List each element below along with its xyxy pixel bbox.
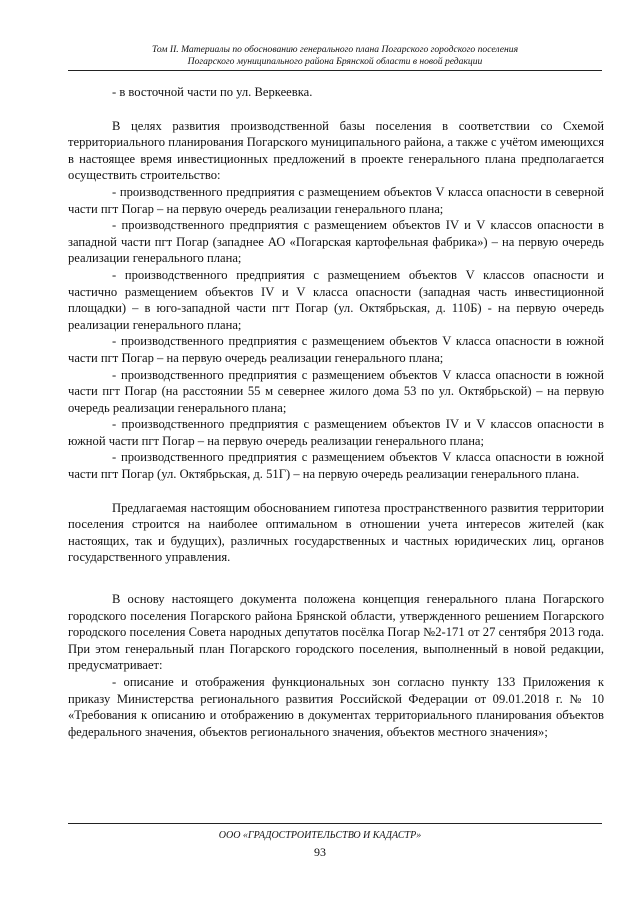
page-number: 93 (314, 845, 326, 859)
header-line-2: Погарского муниципального района Брянской области в новой редакции (187, 56, 483, 67)
body-text (68, 84, 604, 740)
footer-rule (68, 823, 602, 824)
list-item: - производственного предприятия с размещением объектов V класса опасности в южной части пгт Погар (на расстоянии 55 м севернее жилого дома 53 по ул. Октябрьской) – на первую очередь реализации генерального плана; (68, 367, 604, 415)
list-item: - производственного предприятия с размещением объектов IV и V классов опасности в западной части пгт Погар (западнее АО «Погарская картофельная фабрика») – на первую очередь реализации генерального плана; (68, 218, 604, 266)
list-item: - производственного предприятия с размещением объектов V класса опасности в южной части пгт Погар – на первую очередь реализации генерального плана; (68, 334, 604, 365)
paragraph: Предлагаемая настоящим обоснованием гипотеза пространственного развития территории поселения строится на наиболее оптимальном в отношении учета интересов жителей (как настоящих, так и будущих), различных государственных и частных юридических лиц, органов государственного управления. (68, 500, 604, 565)
header-line-1: Том II. Материалы по обоснованию генерального плана Погарского городского поселения (151, 44, 519, 55)
list-item: - производственного предприятия с размещением объектов V класса опасности в северной части пгт Погар – на первую очередь реализации генерального плана; (68, 184, 604, 216)
header-rule (68, 70, 602, 71)
list-item: - описание и отображения функциональных зон согласно пункту 133 Приложения к приказу Министерства регионального развития Российской Федерации от 09.01.2018 г. № 10 «Требования к описанию и отображению в документах территориального планирования объектов федерального значения, объектов регионального значения, объектов местного значения»; (68, 675, 604, 739)
paragraph: В целях развития производственной базы поселения в соответствии со Схемой территориального планирования Погарского муниципального района, а также с учётом имеющихся в настоящее время инвестиционных предложений в проекте генерального плана предполагается осуществить строительство: (68, 118, 604, 183)
paragraph: В основу настоящего документа положена концепция генерального плана Погарского городского поселения Погарского района Брянской области, утвержденного решением Погарского городского поселения Совета народных депутатов посёлка Погар №2-171 от 27 сентября 2013 года. При этом генеральный план Погарского городского поселения, выполненный в новой редакции, предусматривает: (68, 592, 604, 673)
list-item: - производственного предприятия с размещением объектов IV и V классов опасности в южной части пгт Погар – на первую очередь реализации генерального плана; (68, 417, 604, 448)
list-item: - производственного предприятия с размещением объектов V класса опасности в южной части пгт Погар (ул. Октябрьская, д. 51Г) – на первую очередь реализации генерального плана. (68, 450, 604, 482)
paragraph: - в восточной части по ул. Веркеевка. (112, 85, 313, 99)
footer-organization: ООО «ГРАДОСТРОИТЕЛЬСТВО И КАДАСТР» (218, 830, 422, 841)
running-header (70, 44, 600, 68)
list-item: - производственного предприятия с размещением объектов V классов опасности и частично размещением объектов IV и V класса опасности (западная часть инвестиционной площадки) – в юго-западной части пгт Погар (ул. Октябрьская, д. 110Б) - на первую очередь реализации генерального плана; (68, 267, 604, 332)
